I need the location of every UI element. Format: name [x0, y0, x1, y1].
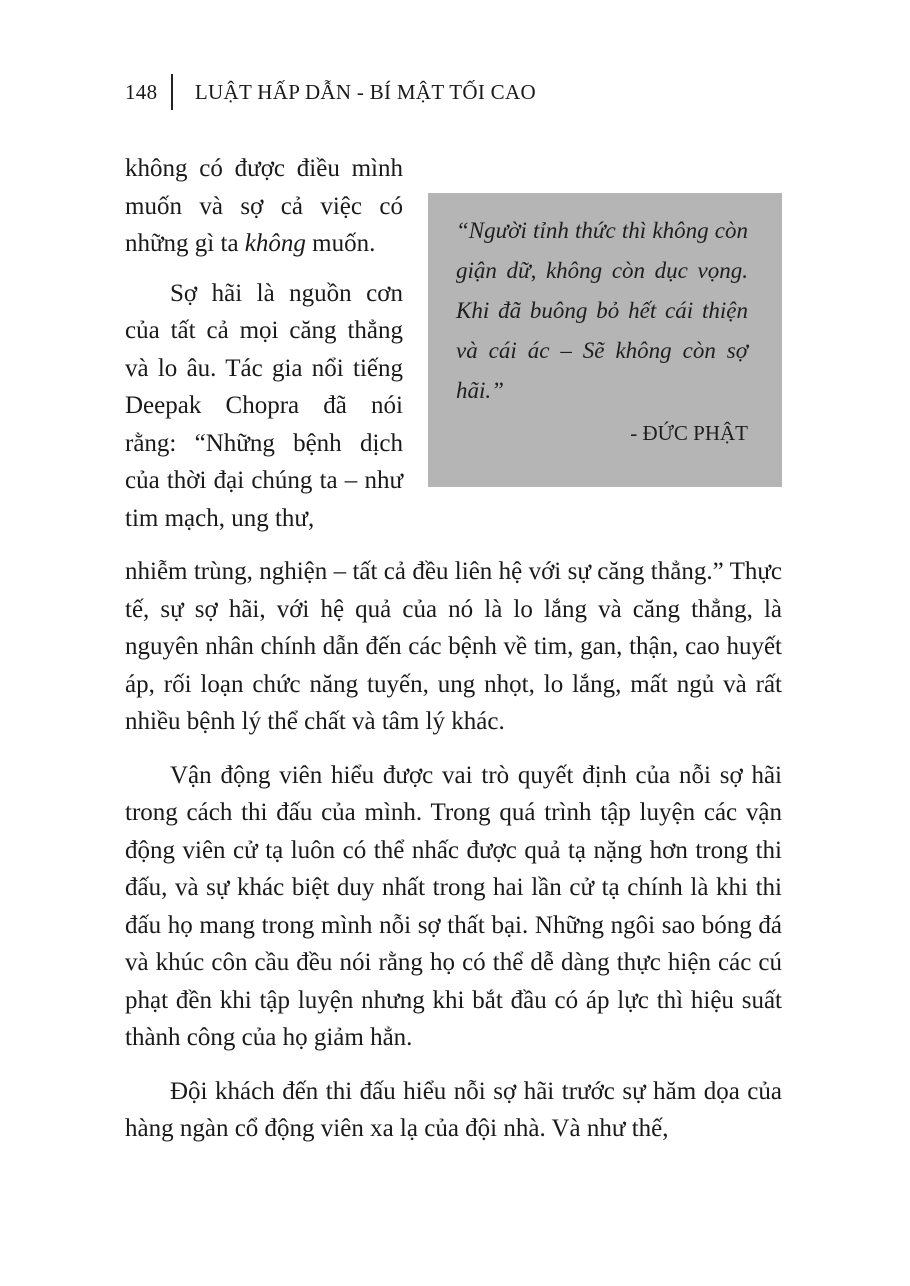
- quote-text: “Người tỉnh thức thì không còn giận dữ, không còn dục vọng. Khi đã buông bỏ hết cái thiện và cái ác – Sẽ không còn sợ hãi.”: [456, 218, 748, 403]
- pull-quote-box: [428, 193, 782, 487]
- emphasis-word: không: [244, 230, 306, 257]
- paragraph-3: Vận động viên hiểu được vai trò quyết định của nỗi sợ hãi trong cách thi đấu của mình. Trong quá trình tập luyện các vận động viên cử tạ luôn có thể nhấc được quả tạ nặng hơn trong thi đấu, và sự khác biệt duy nhất trong hai lần cử tạ chính là khi thi đấu họ mang trong mình nỗi sợ thất bại. Những ngôi sao bóng đá và khúc côn cầu đều nói rằng họ có thể dễ dàng thực hiện các cú phạt đền khi tập luyện nhưng khi bắt đầu có áp lực thì hiệu suất thành công của họ giảm hẳn.: [125, 761, 782, 1051]
- running-header: [125, 74, 536, 110]
- quote-author: - ĐỨC PHẬT: [630, 421, 748, 445]
- narrow-text-column: [125, 150, 403, 537]
- header-divider: [171, 74, 173, 110]
- paragraph-2-continued: nhiễm trùng, nghiện – tất cả đều liên hệ với sự căng thẳng.” Thực tế, sự sợ hãi, với hệ quả của nó là lo lắng và căng thẳng, là nguyên nhân chính dẫn đến các bệnh về tim, gan, thận, cao huyết áp, rối loạn chức năng tuyến, ung nhọt, lo lắng, mất ngủ và rất nhiều bệnh lý thể chất và tâm lý khác.: [125, 558, 782, 735]
- paragraph-1-end: muốn.: [305, 230, 376, 257]
- main-text-body: [125, 553, 782, 1148]
- paragraph-4: Đội khách đến thi đấu hiểu nỗi sợ hãi trước sự hăm dọa của hàng ngàn cổ động viên xa lạ của đội nhà. Và như thế,: [125, 1077, 782, 1142]
- paragraph-2-start: Sợ hãi là nguồn cơn của tất cả mọi căng thẳng và lo âu. Tác gia nổi tiếng Deepak Chopra đã nói rằng: “Những bệnh dịch của thời đại chúng ta – như tim mạch, ung thư,: [125, 279, 403, 532]
- page-number: 148: [125, 79, 158, 104]
- book-title: LUẬT HẤP DẪN - BÍ MẬT TỐI CAO: [194, 79, 536, 104]
- paragraph-1: [125, 150, 403, 263]
- paragraph-1-text: không có được điều mình muốn và sợ cả việc có những gì ta: [125, 155, 403, 257]
